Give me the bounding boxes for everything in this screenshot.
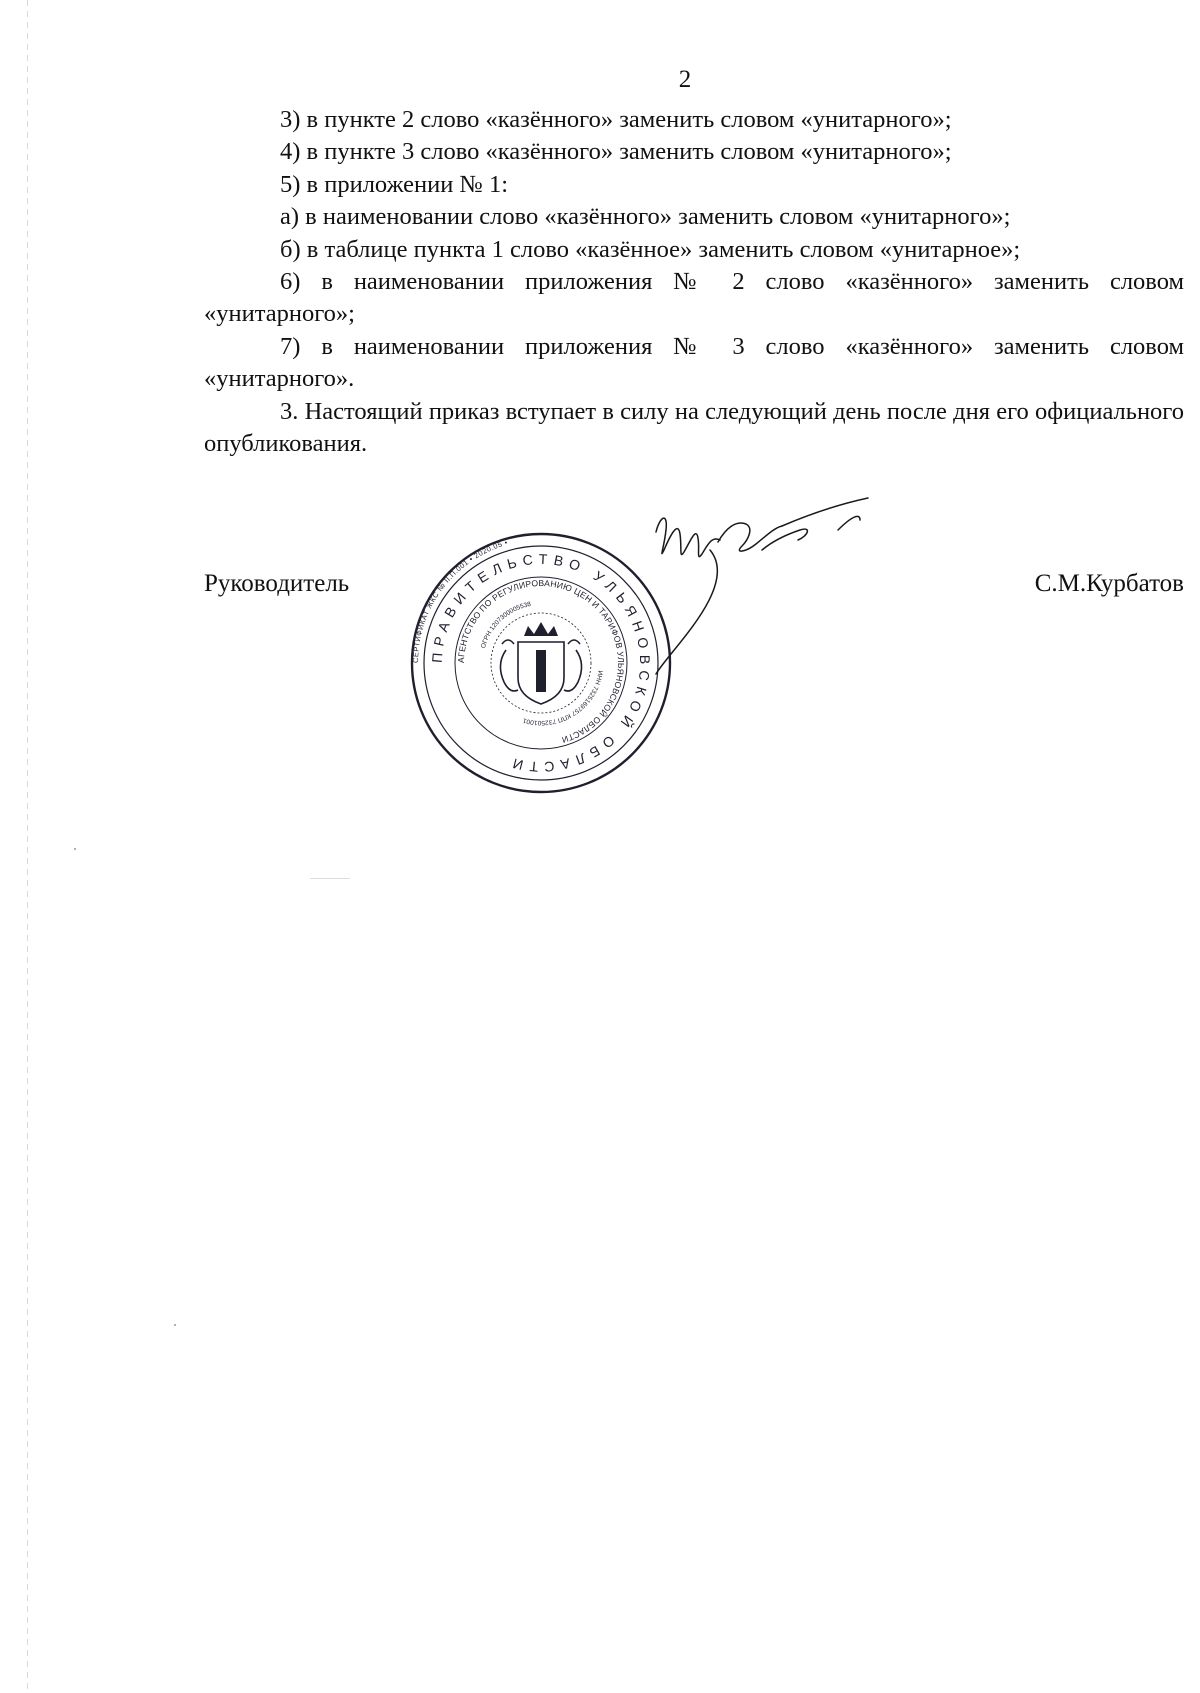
paragraph-item-4: 4) в пункте 3 слово «казённого» заменить словом «унитарного»; xyxy=(280,138,952,166)
coat-of-arms-icon xyxy=(500,622,581,704)
official-stamp xyxy=(410,532,672,794)
paragraph-item-7: 7) в наименовании приложения № 3 слово «казённого» заменить словом «унитарного». xyxy=(204,332,1184,393)
handwritten-signature xyxy=(650,490,940,680)
page-number: 2 xyxy=(678,66,692,93)
paragraph-subitem-a: а) в наименовании слово «казённого» заменить словом «унитарного»; xyxy=(280,203,1011,231)
stamp-outer-text: ПРАВИТЕЛЬСТВО УЛЬЯНОВСКОЙ ОБЛАСТИ xyxy=(428,550,654,776)
document-body xyxy=(204,104,1184,460)
stamp-ogrn-text: ОГРН 1207300005538 xyxy=(479,600,532,650)
paragraph-item-3: 3) в пункте 2 слово «казённого» заменить словом «унитарного»; xyxy=(280,106,952,133)
signatory-role: Руководитель xyxy=(204,570,350,597)
paragraph-effective-date: 3. Настоящий приказ вступает в силу на следующий день после дня его официального опубликования. xyxy=(204,397,1184,458)
signatory-name: С.М.Курбатов xyxy=(1034,570,1184,597)
paragraph-item-6: 6) в наименовании приложения № 2 слово «казённого» заменить словом «унитарного»; xyxy=(204,268,1184,328)
svg-text:ИНН 7325169757 КПП 732501001 xyxy=(522,670,604,726)
stamp-agency-text: АГЕНТСТВО ПО РЕГУЛИРОВАНИЮ ЦЕН И ТАРИФОВ УЛЬЯНОВСКОЙ ОБЛАСТИ xyxy=(455,577,627,746)
scan-speck xyxy=(74,848,76,850)
paragraph-subitem-b: б) в таблице пункта 1 слово «казённое» заменить словом «унитарное»; xyxy=(280,235,1021,263)
paragraph-item-5: 5) в приложении № 1: xyxy=(280,170,509,198)
stamp-ring-text: СЕРТИФИКАТ ЖКС № II.П.001 • 2020.05 • xyxy=(410,537,509,664)
scan-speck xyxy=(310,878,350,879)
stamp-inn-kpp-text: ИНН 7325169757 КПП 732501001 xyxy=(522,669,604,727)
scan-speck xyxy=(174,1324,176,1326)
scan-edge-line xyxy=(27,0,28,1693)
